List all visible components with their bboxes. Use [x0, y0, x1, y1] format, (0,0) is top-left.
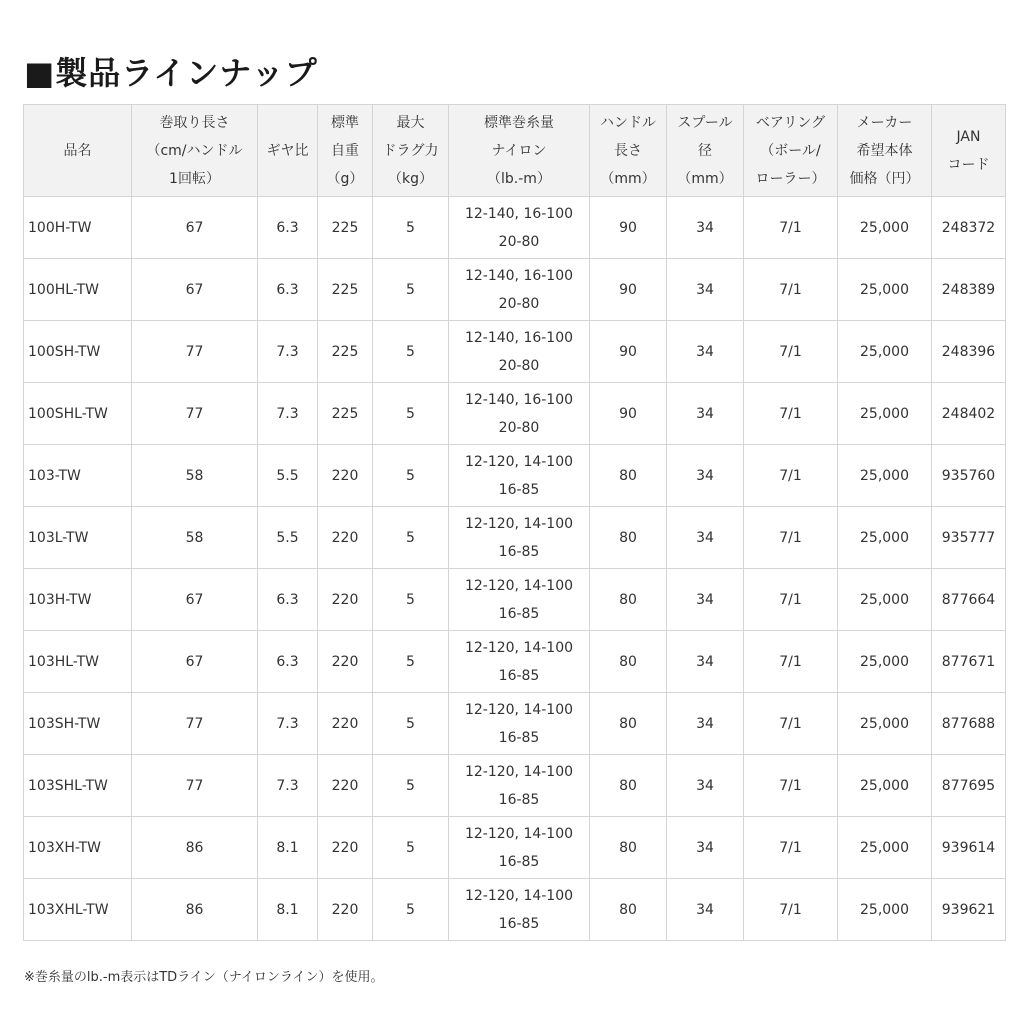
header-name [24, 105, 132, 197]
cell-handle-length: 80 [590, 879, 667, 941]
header-line: （ボール/ [760, 142, 821, 159]
cell-max-drag: 5 [373, 693, 449, 755]
header-line: ナイロン [491, 142, 547, 159]
header-line: （kg） [388, 170, 433, 187]
cell-weight: 220 [318, 755, 373, 817]
cell-handle-length: 80 [590, 507, 667, 569]
cell-name: 103-TW [24, 445, 132, 507]
cell-price: 25,000 [838, 445, 932, 507]
cell-jan: 877664 [932, 569, 1006, 631]
cell-jan: 248396 [932, 321, 1006, 383]
cell-line-capacity [449, 569, 590, 631]
cell-handle-length: 80 [590, 693, 667, 755]
cell-jan: 248372 [932, 197, 1006, 259]
cell-bearing: 7/1 [744, 693, 838, 755]
cell-name: 103HL-TW [24, 631, 132, 693]
cell-gear-ratio: 5.5 [258, 507, 318, 569]
line-capacity-value: 16-85 [498, 915, 540, 932]
cell-weight: 225 [318, 197, 373, 259]
cell-bearing: 7/1 [744, 569, 838, 631]
table-row [24, 445, 1006, 507]
cell-max-drag: 5 [373, 383, 449, 445]
cell-line-capacity [449, 197, 590, 259]
cell-gear-ratio: 7.3 [258, 693, 318, 755]
table-row [24, 755, 1006, 817]
header-line: 価格（円） [849, 170, 920, 187]
header-line: （lb.-m） [487, 170, 551, 187]
cell-spool-diameter: 34 [667, 259, 744, 321]
cell-handle-length: 80 [590, 569, 667, 631]
header-line: ハンドル [600, 114, 656, 131]
line-capacity-value: 12-140, 16-100 [464, 391, 574, 408]
cell-handle-length: 80 [590, 817, 667, 879]
cell-price: 25,000 [838, 197, 932, 259]
cell-weight: 220 [318, 445, 373, 507]
header-line: ギヤ比 [266, 142, 309, 159]
cell-line-capacity [449, 755, 590, 817]
cell-handle-length: 90 [590, 321, 667, 383]
cell-spool-diameter: 34 [667, 507, 744, 569]
cell-spool-diameter: 34 [667, 383, 744, 445]
cell-retrieve: 77 [132, 755, 258, 817]
cell-gear-ratio: 6.3 [258, 631, 318, 693]
header-line: 品名 [63, 142, 92, 159]
cell-name: 103SHL-TW [24, 755, 132, 817]
table-row [24, 383, 1006, 445]
line-capacity-value: 16-85 [498, 667, 540, 684]
header-line: ベアリング [755, 114, 826, 131]
cell-name: 100H-TW [24, 197, 132, 259]
header-line: JAN [956, 128, 981, 145]
header-price [838, 105, 932, 197]
table-row [24, 197, 1006, 259]
cell-retrieve: 86 [132, 817, 258, 879]
cell-max-drag: 5 [373, 321, 449, 383]
page-title: ■製品ラインナップ [24, 54, 318, 92]
cell-jan: 877695 [932, 755, 1006, 817]
line-capacity-value: 16-85 [498, 543, 540, 560]
line-capacity-value: 12-120, 14-100 [464, 825, 574, 842]
cell-gear-ratio: 6.3 [258, 197, 318, 259]
header-line: ドラグ力 [382, 142, 439, 159]
cell-spool-diameter: 34 [667, 755, 744, 817]
line-capacity-value: 12-140, 16-100 [464, 267, 574, 284]
cell-max-drag: 5 [373, 197, 449, 259]
cell-line-capacity [449, 817, 590, 879]
cell-gear-ratio: 7.3 [258, 755, 318, 817]
footnote: ※巻糸量のlb.-m表示はTDライン（ナイロンライン）を使用。 [24, 970, 384, 985]
line-capacity-value: 12-120, 14-100 [464, 515, 574, 532]
cell-handle-length: 80 [590, 445, 667, 507]
line-capacity-value: 12-120, 14-100 [464, 453, 574, 470]
cell-name: 100SHL-TW [24, 383, 132, 445]
line-capacity-value: 16-85 [498, 853, 540, 870]
cell-price: 25,000 [838, 383, 932, 445]
cell-gear-ratio: 7.3 [258, 321, 318, 383]
header-retrieve [132, 105, 258, 197]
header-line: 長さ [614, 142, 642, 159]
cell-retrieve: 86 [132, 879, 258, 941]
spec-table [23, 104, 1006, 941]
cell-spool-diameter: 34 [667, 693, 744, 755]
cell-name: 103SH-TW [24, 693, 132, 755]
header-line: 最大 [396, 114, 425, 131]
table-row [24, 259, 1006, 321]
header-row [24, 105, 1006, 197]
cell-gear-ratio: 7.3 [258, 383, 318, 445]
cell-gear-ratio: 6.3 [258, 259, 318, 321]
cell-price: 25,000 [838, 817, 932, 879]
header-line: 標準 [331, 114, 359, 131]
line-capacity-value: 12-140, 16-100 [464, 205, 574, 222]
cell-jan: 935760 [932, 445, 1006, 507]
header-line: ローラー） [755, 170, 826, 187]
cell-gear-ratio: 8.1 [258, 879, 318, 941]
header-gear-ratio [258, 105, 318, 197]
cell-weight: 220 [318, 507, 373, 569]
line-capacity-value: 20-80 [498, 357, 540, 374]
header-bearing [744, 105, 838, 197]
line-capacity-value: 16-85 [498, 605, 540, 622]
cell-retrieve: 58 [132, 445, 258, 507]
cell-weight: 220 [318, 879, 373, 941]
cell-name: 100HL-TW [24, 259, 132, 321]
cell-line-capacity [449, 631, 590, 693]
cell-max-drag: 5 [373, 817, 449, 879]
header-line: 自重 [331, 142, 359, 159]
cell-retrieve: 77 [132, 693, 258, 755]
cell-price: 25,000 [838, 569, 932, 631]
cell-spool-diameter: 34 [667, 879, 744, 941]
cell-gear-ratio: 8.1 [258, 817, 318, 879]
line-capacity-value: 12-120, 14-100 [464, 639, 574, 656]
cell-retrieve: 67 [132, 631, 258, 693]
cell-gear-ratio: 6.3 [258, 569, 318, 631]
header-line: （mm） [600, 170, 656, 187]
cell-jan: 877688 [932, 693, 1006, 755]
header-line: スプール [677, 114, 733, 131]
table-row [24, 693, 1006, 755]
cell-handle-length: 80 [590, 631, 667, 693]
header-line: コード [947, 156, 990, 173]
cell-spool-diameter: 34 [667, 445, 744, 507]
table-row [24, 569, 1006, 631]
cell-price: 25,000 [838, 631, 932, 693]
table-row [24, 631, 1006, 693]
header-handle-length [590, 105, 667, 197]
header-line: （mm） [677, 170, 733, 187]
cell-retrieve: 67 [132, 197, 258, 259]
cell-line-capacity [449, 445, 590, 507]
line-capacity-value: 16-85 [498, 481, 540, 498]
header-jan [932, 105, 1006, 197]
cell-line-capacity [449, 383, 590, 445]
table-row [24, 507, 1006, 569]
line-capacity-value: 12-120, 14-100 [464, 763, 574, 780]
cell-name: 103XHL-TW [24, 879, 132, 941]
cell-bearing: 7/1 [744, 507, 838, 569]
cell-weight: 225 [318, 259, 373, 321]
cell-bearing: 7/1 [744, 879, 838, 941]
cell-retrieve: 77 [132, 321, 258, 383]
cell-price: 25,000 [838, 321, 932, 383]
cell-name: 103H-TW [24, 569, 132, 631]
cell-bearing: 7/1 [744, 755, 838, 817]
cell-handle-length: 80 [590, 755, 667, 817]
table-row [24, 817, 1006, 879]
cell-name: 100SH-TW [24, 321, 132, 383]
cell-line-capacity [449, 693, 590, 755]
cell-handle-length: 90 [590, 383, 667, 445]
header-max-drag [373, 105, 449, 197]
cell-weight: 225 [318, 321, 373, 383]
header-line-capacity [449, 105, 590, 197]
line-capacity-value: 12-120, 14-100 [464, 887, 574, 904]
cell-max-drag: 5 [373, 879, 449, 941]
header-line: 希望本体 [856, 142, 913, 159]
cell-max-drag: 5 [373, 445, 449, 507]
cell-bearing: 7/1 [744, 631, 838, 693]
cell-jan: 248402 [932, 383, 1006, 445]
cell-jan: 935777 [932, 507, 1006, 569]
cell-retrieve: 77 [132, 383, 258, 445]
header-line: 1回転） [169, 170, 220, 187]
cell-spool-diameter: 34 [667, 569, 744, 631]
cell-price: 25,000 [838, 507, 932, 569]
cell-max-drag: 5 [373, 755, 449, 817]
cell-price: 25,000 [838, 259, 932, 321]
cell-spool-diameter: 34 [667, 631, 744, 693]
cell-bearing: 7/1 [744, 445, 838, 507]
header-line: （g） [326, 170, 364, 187]
cell-name: 103L-TW [24, 507, 132, 569]
table-row [24, 879, 1006, 941]
line-capacity-value: 16-85 [498, 791, 540, 808]
cell-bearing: 7/1 [744, 321, 838, 383]
header-line: 標準巻糸量 [484, 114, 554, 131]
cell-jan: 939614 [932, 817, 1006, 879]
cell-max-drag: 5 [373, 259, 449, 321]
cell-weight: 225 [318, 383, 373, 445]
table-body [24, 197, 1006, 941]
cell-line-capacity [449, 507, 590, 569]
line-capacity-value: 20-80 [498, 233, 540, 250]
line-capacity-value: 12-140, 16-100 [464, 329, 574, 346]
cell-bearing: 7/1 [744, 817, 838, 879]
cell-bearing: 7/1 [744, 197, 838, 259]
cell-max-drag: 5 [373, 631, 449, 693]
header-weight [318, 105, 373, 197]
header-line: （cm/ハンドル [146, 142, 243, 159]
cell-bearing: 7/1 [744, 259, 838, 321]
header-line: 巻取り長さ [159, 114, 230, 131]
cell-jan: 248389 [932, 259, 1006, 321]
cell-max-drag: 5 [373, 569, 449, 631]
cell-spool-diameter: 34 [667, 197, 744, 259]
cell-weight: 220 [318, 817, 373, 879]
cell-line-capacity [449, 259, 590, 321]
header-line: メーカー [856, 114, 913, 131]
cell-line-capacity [449, 321, 590, 383]
header-spool-diameter [667, 105, 744, 197]
cell-spool-diameter: 34 [667, 817, 744, 879]
cell-retrieve: 58 [132, 507, 258, 569]
cell-weight: 220 [318, 631, 373, 693]
table-row [24, 321, 1006, 383]
cell-handle-length: 90 [590, 197, 667, 259]
cell-handle-length: 90 [590, 259, 667, 321]
line-capacity-value: 20-80 [498, 295, 540, 312]
cell-retrieve: 67 [132, 259, 258, 321]
header-line: 径 [698, 142, 712, 159]
cell-bearing: 7/1 [744, 383, 838, 445]
cell-line-capacity [449, 879, 590, 941]
line-capacity-value: 12-120, 14-100 [464, 577, 574, 594]
cell-gear-ratio: 5.5 [258, 445, 318, 507]
cell-max-drag: 5 [373, 507, 449, 569]
line-capacity-value: 16-85 [498, 729, 540, 746]
cell-jan: 939621 [932, 879, 1006, 941]
cell-price: 25,000 [838, 755, 932, 817]
cell-weight: 220 [318, 569, 373, 631]
cell-weight: 220 [318, 693, 373, 755]
cell-price: 25,000 [838, 879, 932, 941]
cell-jan: 877671 [932, 631, 1006, 693]
line-capacity-value: 20-80 [498, 419, 540, 436]
cell-name: 103XH-TW [24, 817, 132, 879]
line-capacity-value: 12-120, 14-100 [464, 701, 574, 718]
cell-retrieve: 67 [132, 569, 258, 631]
cell-spool-diameter: 34 [667, 321, 744, 383]
cell-price: 25,000 [838, 693, 932, 755]
